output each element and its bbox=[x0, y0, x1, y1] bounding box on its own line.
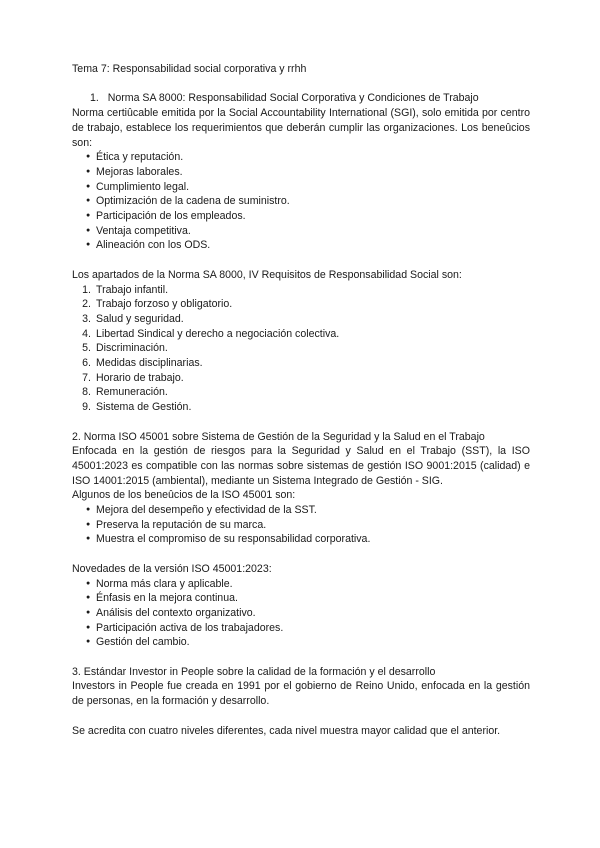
section2-benefits-intro: Algunos de los beneûcios de la ISO 45001 son: bbox=[72, 489, 296, 502]
section1-requirements-list bbox=[72, 283, 530, 415]
list-number: 7. bbox=[82, 371, 91, 384]
list-item: ● Preserva la reputación de su marca. bbox=[72, 518, 530, 533]
section1-heading: Norma SA 8000: Responsabilidad Social Corporativa y Condiciones de Trabajo bbox=[107, 92, 479, 105]
list-item: ● Análisis del contexto organizativo. bbox=[72, 606, 530, 621]
list-number: 6. bbox=[82, 357, 91, 370]
list-number: 3. bbox=[82, 312, 91, 325]
list-item bbox=[72, 312, 530, 327]
list-item-text: Libertad Sindical y derecho a negociación colectiva. bbox=[96, 327, 340, 340]
list-item: ● Norma más clara y aplicable. bbox=[72, 577, 530, 592]
list-number: 5. bbox=[82, 342, 91, 355]
list-item-text: Salud y seguridad. bbox=[96, 312, 184, 325]
list-item bbox=[72, 341, 530, 356]
list-item bbox=[72, 356, 530, 371]
list-item: ● Cumplimiento legal. bbox=[72, 180, 530, 195]
section1-requirements-intro: Los apartados de la Norma SA 8000, IV Requisitos de Responsabilidad Social son: bbox=[72, 268, 462, 281]
list-item bbox=[72, 400, 530, 415]
list-number: 1. bbox=[82, 283, 91, 296]
list-item bbox=[72, 327, 530, 342]
section2-news-intro: Novedades de la versión ISO 45001:2023: bbox=[72, 562, 272, 575]
list-item-text: Sistema de Gestión. bbox=[96, 401, 192, 414]
spacer bbox=[72, 415, 530, 430]
section1-heading-number: 1. bbox=[90, 92, 99, 105]
list-item: ● Énfasis en la mejora continua. bbox=[72, 591, 530, 606]
spacer bbox=[72, 650, 530, 665]
list-item-text: Discriminación. bbox=[96, 342, 168, 355]
list-item bbox=[72, 385, 530, 400]
section1-intro: Norma certiûcable emitida por la Social Accountability International (SGI), solo emitida por centro de trabajo, establece los requerimientos que deberán cumplir las organizaciones. Los beneûcios son: bbox=[72, 107, 530, 149]
list-item: ● Muestra el compromiso de su responsabilidad corporativa. bbox=[72, 532, 530, 547]
spacer bbox=[72, 547, 530, 562]
document-page bbox=[72, 62, 530, 738]
list-item: ● Alineación con los ODS. bbox=[72, 238, 530, 253]
section1-heading-line bbox=[72, 91, 530, 106]
list-item: ● Optimización de la cadena de suministro. bbox=[72, 194, 530, 209]
section2-benefits-list bbox=[72, 503, 530, 547]
section1-benefits-list bbox=[72, 150, 530, 253]
spacer bbox=[72, 253, 530, 268]
list-number: 4. bbox=[82, 327, 91, 340]
list-item-text: Remuneración. bbox=[96, 386, 168, 399]
spacer bbox=[72, 77, 530, 92]
list-item: ● Mejoras laborales. bbox=[72, 165, 530, 180]
section3-intro: Investors in People fue creada en 1991 por el gobierno de Reino Unido, enfocada en la gestión de personas, en la formación y desarrollo. bbox=[72, 680, 530, 708]
list-number: 9. bbox=[82, 401, 91, 414]
list-item: ● Gestión del cambio. bbox=[72, 635, 530, 650]
list-item bbox=[72, 283, 530, 298]
list-item-text: Trabajo infantil. bbox=[96, 283, 169, 296]
list-number: 8. bbox=[82, 386, 91, 399]
list-item: ● Mejora del desempeño y efectividad de la SST. bbox=[72, 503, 530, 518]
list-item bbox=[72, 297, 530, 312]
list-item: ● Participación de los empleados. bbox=[72, 209, 530, 224]
list-item bbox=[72, 371, 530, 386]
spacer bbox=[72, 709, 530, 724]
list-item: ● Participación activa de los trabajadores. bbox=[72, 621, 530, 636]
section3-heading: 3. Estándar Investor in People sobre la calidad de la formación y el desarrollo bbox=[72, 665, 436, 678]
list-number: 2. bbox=[82, 298, 91, 311]
section2-news-list bbox=[72, 577, 530, 651]
document-title: Tema 7: Responsabilidad social corporativa y rrhh bbox=[72, 63, 307, 75]
section2-intro: Enfocada en la gestión de riesgos para la Seguridad y Salud en el Trabajo (SST), la ISO 45001:2023 es compatible con las normas sobre sistemas de gestión ISO 9001:2015 (calidad) e ISO 14001:2015 (ambiental), mediante un Sistema Integrado de Gestión - SIG. bbox=[72, 445, 530, 487]
list-item-text: Trabajo forzoso y obligatorio. bbox=[96, 298, 233, 311]
section2-heading: 2. Norma ISO 45001 sobre Sistema de Gestión de la Seguridad y la Salud en el Trabajo bbox=[72, 430, 485, 443]
list-item: ● Ética y reputación. bbox=[72, 150, 530, 165]
list-item: ● Ventaja competitiva. bbox=[72, 224, 530, 239]
list-item-text: Horario de trabajo. bbox=[96, 371, 184, 384]
section3-accreditation: Se acredita con cuatro niveles diferentes, cada nivel muestra mayor calidad que el anterior. bbox=[72, 724, 501, 737]
list-item-text: Medidas disciplinarias. bbox=[96, 357, 203, 370]
